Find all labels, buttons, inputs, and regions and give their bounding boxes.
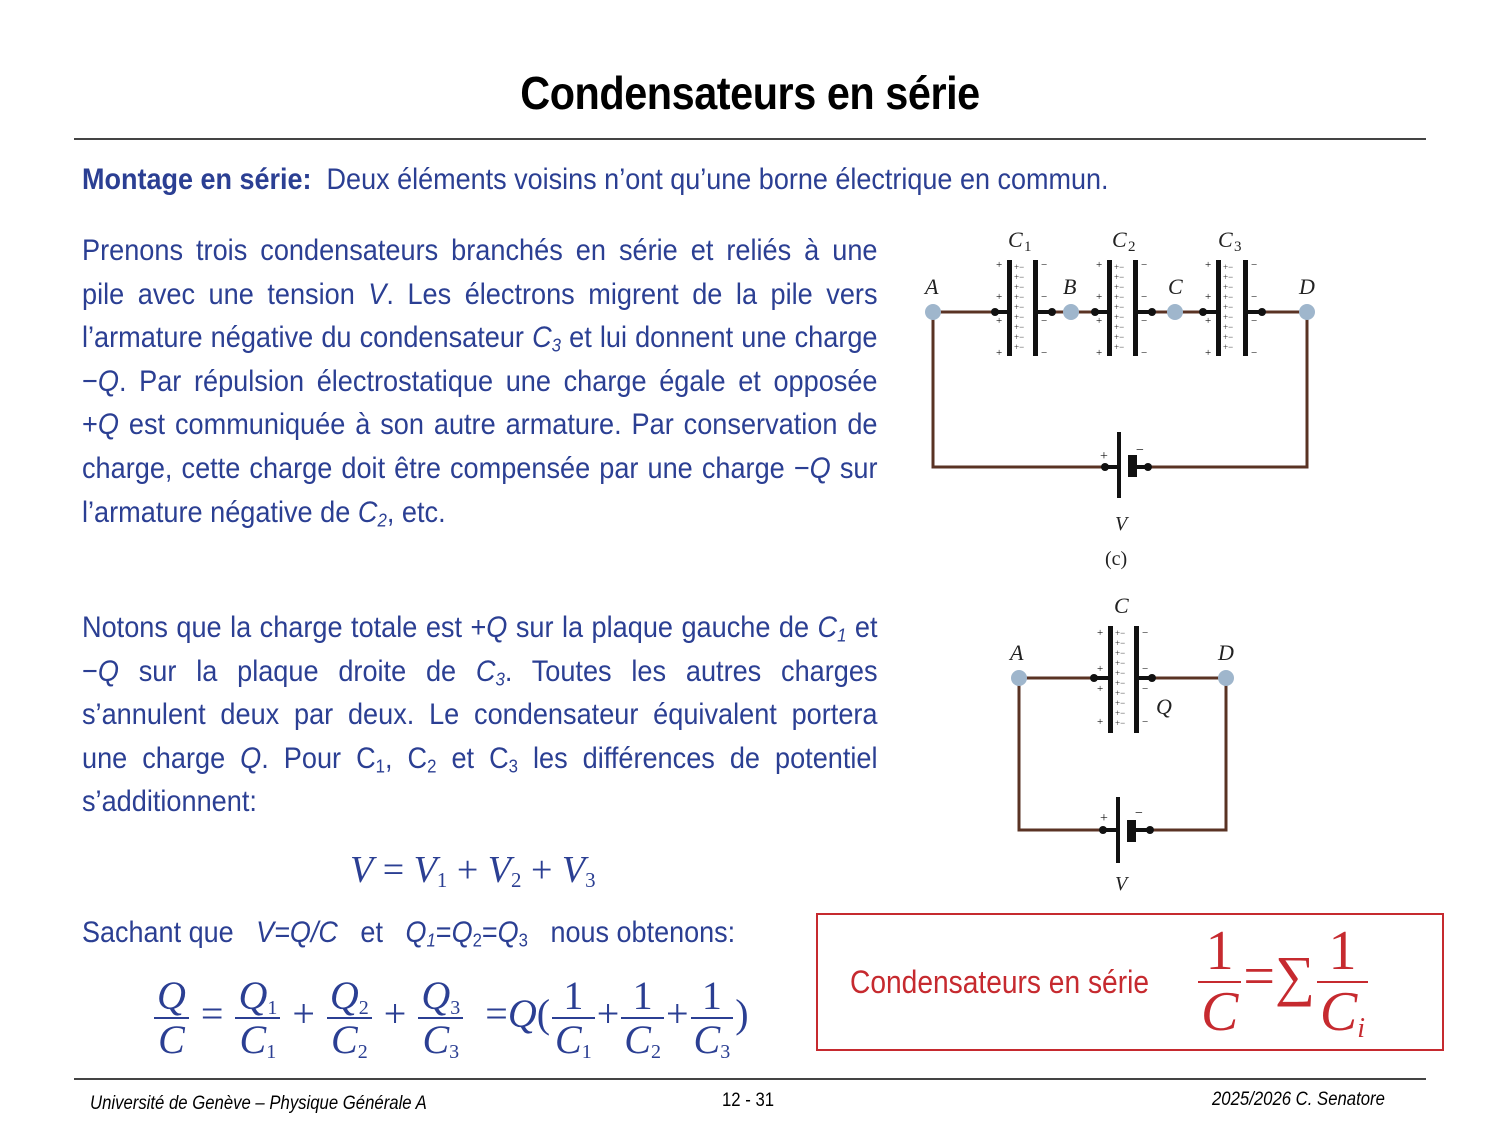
- result-box-label: Condensateurs en série: [850, 964, 1149, 1000]
- svg-text:+−: +−: [1114, 332, 1125, 342]
- circuit-diagram-equivalent: [990, 590, 1250, 920]
- svg-text:+−: +−: [1115, 678, 1126, 688]
- svg-text:+−: +−: [1114, 302, 1125, 312]
- svg-text:C: C: [1218, 227, 1233, 252]
- subtitle-text: Deux éléments voisins n’ont qu’une borne électrique en commun.: [326, 163, 1109, 196]
- svg-text:+: +: [1096, 291, 1103, 303]
- svg-text:A: A: [1010, 640, 1024, 665]
- svg-text:+−: +−: [1114, 322, 1125, 332]
- svg-text:+−: +−: [1223, 282, 1234, 292]
- svg-text:−: −: [1041, 291, 1048, 303]
- svg-text:+−: +−: [1115, 698, 1126, 708]
- svg-text:D: D: [1218, 640, 1234, 665]
- svg-text:C: C: [1114, 593, 1129, 618]
- svg-text:+−: +−: [1114, 342, 1125, 352]
- svg-text:+−: +−: [1114, 282, 1125, 292]
- svg-text:2: 2: [1128, 239, 1136, 255]
- svg-text:+−: +−: [1014, 332, 1025, 342]
- svg-text:+−: +−: [1223, 262, 1234, 272]
- svg-text:+−: +−: [1115, 638, 1126, 648]
- svg-text:+−: +−: [1114, 262, 1125, 272]
- svg-text:+−: +−: [1115, 648, 1126, 658]
- svg-text:−: −: [1142, 627, 1149, 639]
- svg-text:+: +: [1205, 259, 1212, 271]
- svg-text:−: −: [1141, 291, 1148, 303]
- subtitle-bold: Montage en série:: [82, 163, 312, 196]
- svg-text:−: −: [1251, 291, 1258, 303]
- svg-text:+−: +−: [1115, 708, 1126, 718]
- svg-text:+−: +−: [1223, 332, 1234, 342]
- svg-text:+−: +−: [1014, 342, 1025, 352]
- footer-divider: [74, 1078, 1426, 1080]
- svg-text:−: −: [1141, 347, 1148, 359]
- svg-text:+−: +−: [1114, 312, 1125, 322]
- svg-text:−: −: [1142, 683, 1149, 695]
- svg-text:+−: +−: [1223, 322, 1234, 332]
- svg-text:+: +: [1097, 627, 1104, 639]
- svg-text:1: 1: [1024, 239, 1032, 255]
- svg-text:+−: +−: [1223, 342, 1234, 352]
- svg-text:+: +: [1100, 811, 1108, 826]
- subtitle: [82, 163, 1109, 197]
- svg-text:+: +: [996, 347, 1003, 359]
- svg-text:C: C: [1112, 227, 1127, 252]
- svg-text:+: +: [1096, 347, 1103, 359]
- svg-text:−: −: [1251, 259, 1258, 271]
- svg-text:−: −: [1141, 259, 1148, 271]
- svg-text:V: V: [1115, 873, 1128, 895]
- footer-author: 2025/2026 C. Senatore: [1212, 1089, 1385, 1110]
- svg-text:+: +: [1096, 259, 1103, 271]
- svg-text:+−: +−: [1115, 668, 1126, 678]
- svg-text:+: +: [1097, 683, 1104, 695]
- paragraph-1: Prenons trois condensateurs branchés en série et reliés à une pile avec une tension V. Les électrons migrent de la pile vers l’armature négative du condensateur $C_3$ et lui donnent une charge −Q. Par répulsion électrostatique une charge égale et opposée +Q est communiquée à son autre armature. Par conservation de charge, cette charge doit être compensée par une charge −Q sur l’armature négative de $C_2$, etc.: [82, 234, 878, 531]
- svg-text:+−: +−: [1223, 272, 1234, 282]
- svg-text:D: D: [1299, 274, 1315, 299]
- svg-text:+: +: [996, 259, 1003, 271]
- equation-voltage-sum: $V = V_1 + V_2 + V_3$: [350, 849, 596, 893]
- page-title: Condensateurs en série: [520, 67, 980, 119]
- title-divider: [74, 138, 1426, 140]
- svg-text:+−: +−: [1115, 688, 1126, 698]
- sachant-que-line: Sachant que V=Q/C et $Q_1=Q_2=Q_3$ nous obtenons:: [82, 916, 736, 951]
- svg-text:B: B: [1063, 274, 1077, 299]
- svg-text:+−: +−: [1014, 312, 1025, 322]
- svg-text:+−: +−: [1223, 312, 1234, 322]
- svg-text:−: −: [1041, 259, 1048, 271]
- svg-text:+−: +−: [1014, 322, 1025, 332]
- battery-icon: [1100, 432, 1152, 498]
- footer-page-number: 12 - 31: [722, 1090, 775, 1111]
- svg-text:C: C: [1168, 274, 1183, 299]
- svg-text:−: −: [1142, 716, 1149, 728]
- svg-text:−: −: [1142, 663, 1149, 675]
- svg-text:+−: +−: [1014, 302, 1025, 312]
- svg-text:+: +: [1100, 449, 1108, 464]
- svg-text:C: C: [1008, 227, 1023, 252]
- svg-text:+−: +−: [1115, 658, 1126, 668]
- svg-text:+−: +−: [1223, 292, 1234, 302]
- svg-text:+−: +−: [1115, 718, 1126, 728]
- svg-text:+: +: [1096, 315, 1103, 327]
- svg-text:+−: +−: [1014, 292, 1025, 302]
- svg-text:+: +: [996, 291, 1003, 303]
- svg-text:+−: +−: [1223, 302, 1234, 312]
- footer-university: Université de Genève – Physique Générale A: [90, 1093, 427, 1114]
- series-capacitance-formula: $\frac{1}{C}$ =∑ $\frac{1}{C_i}$: [1196, 922, 1370, 1042]
- svg-text:+: +: [1097, 663, 1104, 675]
- battery-icon: [1099, 797, 1154, 863]
- equation-series-derivation: $\frac{Q}{C}$ = $\frac{Q_1}{C_1}$ + $\frac{Q_2}{C_2}$ + $\frac{Q_3}{C_3}$ =Q( $\frac{1}{C_1}$ + $\frac{1}{C_2}$ + $\frac{1}{C_3}$ ): [152, 975, 749, 1061]
- svg-text:+: +: [1205, 347, 1212, 359]
- svg-text:+: +: [1097, 716, 1104, 728]
- svg-text:−: −: [1136, 443, 1144, 458]
- svg-text:+: +: [996, 315, 1003, 327]
- svg-text:−: −: [1041, 347, 1048, 359]
- paragraph-2: Notons que la charge totale est +Q sur la plaque gauche de $C_1$ et −Q sur la plaque droite de $C_3$. Toutes les autres charges s’annulent deux par deux. Le condensateur équivalent portera une charge Q. Pour $C_1$, $C_2$ et $C_3$ les différences de potentiel s’additionnent:: [82, 611, 878, 819]
- svg-text:V: V: [1115, 513, 1128, 535]
- svg-text:−: −: [1041, 315, 1048, 327]
- svg-text:3: 3: [1234, 239, 1242, 255]
- svg-text:(c): (c): [1105, 548, 1128, 570]
- svg-text:+: +: [1205, 315, 1212, 327]
- svg-text:+−: +−: [1014, 262, 1025, 272]
- svg-text:+−: +−: [1114, 292, 1125, 302]
- svg-text:+−: +−: [1114, 272, 1125, 282]
- svg-text:+−: +−: [1115, 628, 1126, 638]
- svg-text:−: −: [1251, 315, 1258, 327]
- svg-text:−: −: [1141, 315, 1148, 327]
- svg-text:+−: +−: [1014, 282, 1025, 292]
- svg-text:−: −: [1135, 806, 1143, 821]
- circuit-diagram-series: [900, 220, 1320, 580]
- svg-text:A: A: [925, 274, 939, 299]
- svg-text:−: −: [1251, 347, 1258, 359]
- svg-text:+−: +−: [1014, 272, 1025, 282]
- svg-text:+: +: [1205, 291, 1212, 303]
- svg-text:Q: Q: [1156, 694, 1172, 719]
